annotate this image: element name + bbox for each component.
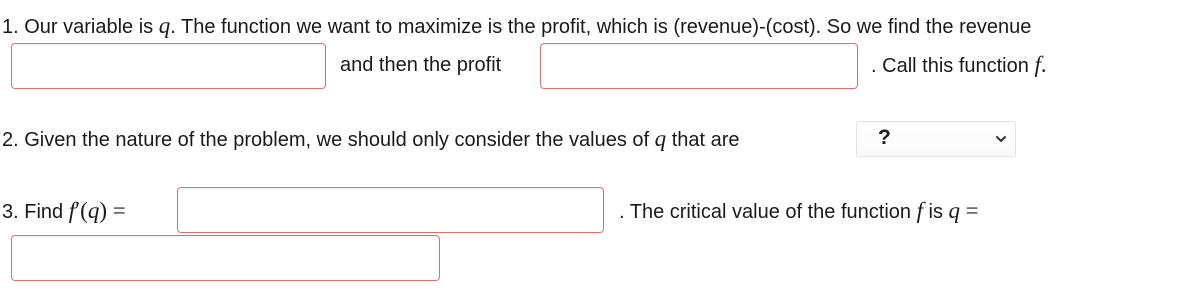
profit-input[interactable]	[540, 43, 858, 89]
q2-text: 2. Given the nature of the problem, we should only consider the values of	[2, 129, 650, 151]
q2-text-end: that are	[671, 129, 740, 151]
q1-prefix: 1. Our variable is	[2, 16, 154, 38]
q1-line1	[2, 14, 1031, 39]
q1-call-text: Call this function	[882, 55, 1029, 77]
q3-find	[2, 199, 126, 224]
derivative-input[interactable]	[177, 187, 604, 233]
q3-var-q: q	[948, 198, 961, 223]
q3-deriv-close: ) =	[99, 198, 126, 223]
q1-dot: .	[871, 55, 877, 77]
q3-func-f: f	[916, 198, 923, 223]
q1-func-f: f	[1034, 52, 1041, 77]
select-value: ?	[878, 126, 891, 149]
q3-is-word: is	[928, 201, 943, 223]
q3-critical-text: . The critical value of the function	[619, 201, 912, 223]
q3-deriv-f: f	[68, 198, 76, 223]
values-select[interactable]	[856, 121, 1016, 157]
q1-line2-mid: and then the profit	[340, 54, 502, 76]
q1-var-q: q	[158, 13, 171, 38]
q3-deriv-q: q	[87, 198, 100, 223]
q3-critical	[619, 199, 979, 224]
q3-deriv-prime: ′(	[75, 198, 88, 223]
chevron-down-icon	[995, 133, 1007, 145]
revenue-input[interactable]	[11, 43, 326, 89]
critical-value-input[interactable]	[11, 235, 440, 281]
q3-equals: =	[965, 198, 979, 223]
q3-prefix: 3. Find	[2, 201, 64, 223]
q1-suffix: . The function we want to maximize is the profit, which is (revenue)-(cost). So we find the revenue	[170, 16, 1032, 38]
q1-line2-end	[871, 53, 1047, 78]
q2-line	[2, 127, 740, 152]
q2-var-q: q	[654, 126, 667, 151]
q1-period: .	[1040, 52, 1047, 77]
